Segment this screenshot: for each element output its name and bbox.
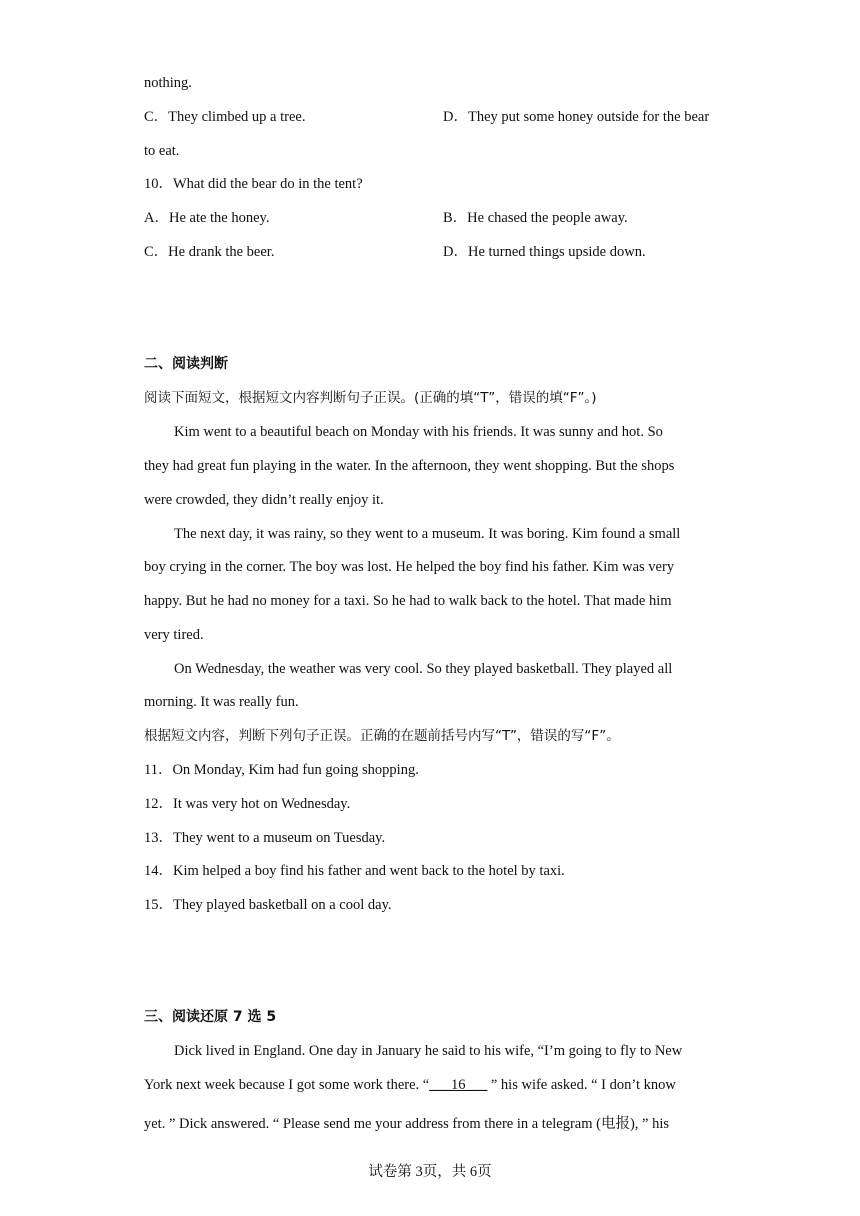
section2-heading: 二、阅读判断 [144, 356, 228, 372]
q10-option-a: A．He ate the honey. [144, 210, 270, 226]
statement-item: 14．Kim helped a boy find his father and went back to the hotel by taxi. [144, 863, 565, 879]
q10-option-d: D．He turned things upside down. [443, 244, 646, 260]
section2-sub-instruction: 根据短文内容，判断下列句子正误。正确的在题前括号内写“T”，错误的写“F”。 [144, 728, 620, 744]
statement-item: 11．On Monday, Kim had fun going shopping. [144, 762, 419, 778]
line-text: ” his wife asked. “ I don’t know [487, 1077, 676, 1093]
q9-option-d: D．They put some honey outside for the bear [443, 109, 710, 125]
passage-line: very tired. [144, 627, 204, 643]
section3-heading: 三、阅读还原 7 选 5 [144, 1009, 277, 1025]
section3-passage-line [144, 1076, 676, 1094]
passage-line: they had great fun playing in the water. In the afternoon, they went shopping. But the shops [144, 458, 675, 474]
passage-line: were crowded, they didn’t really enjoy it. [144, 492, 384, 508]
passage-line: On Wednesday, the weather was very cool. So they played basketball. They played all [174, 661, 673, 677]
passage-line: morning. It was really fun. [144, 694, 299, 710]
page-footer: 试卷第 3页，共 6页 [368, 1164, 492, 1180]
passage-line: Kim went to a beautiful beach on Monday with his friends. It was sunny and hot. So [174, 424, 663, 440]
q10-option-c: C．He drank the beer. [144, 244, 275, 260]
passage-line: boy crying in the corner. The boy was lost. He helped the boy find his father. Kim was very [144, 559, 675, 575]
section3-passage-line: Dick lived in England. One day in January he said to his wife, “I’m going to fly to New [174, 1043, 683, 1059]
statement-item: 15．They played basketball on a cool day. [144, 897, 392, 913]
section3-passage-line: yet. ” Dick answered. “ Please send me your address from there in a telegram (电报), ” his [144, 1116, 670, 1132]
statement-item: 12．It was very hot on Wednesday. [144, 796, 351, 812]
passage-line: The next day, it was rainy, so they went to a museum. It was boring. Kim found a small [174, 526, 681, 542]
q9-option-c: C．They climbed up a tree. [144, 109, 306, 125]
q9-option-d-cont: to eat. [144, 143, 180, 159]
passage-line: happy. But he had no money for a taxi. So he had to walk back to the hotel. That made him [144, 593, 672, 609]
line-text: York next week because I got some work there. “ [144, 1077, 430, 1093]
blank-16: ___16___ [429, 1077, 488, 1093]
q9-text-end: nothing. [144, 75, 192, 91]
section2-instruction: 阅读下面短文，根据短文内容判断句子正误。(正确的填“T”，错误的填“F”。) [144, 390, 597, 406]
statement-item: 13．They went to a museum on Tuesday. [144, 830, 386, 846]
q10-option-b: B．He chased the people away. [443, 210, 628, 226]
q10-stem: 10．What did the bear do in the tent? [144, 176, 363, 192]
